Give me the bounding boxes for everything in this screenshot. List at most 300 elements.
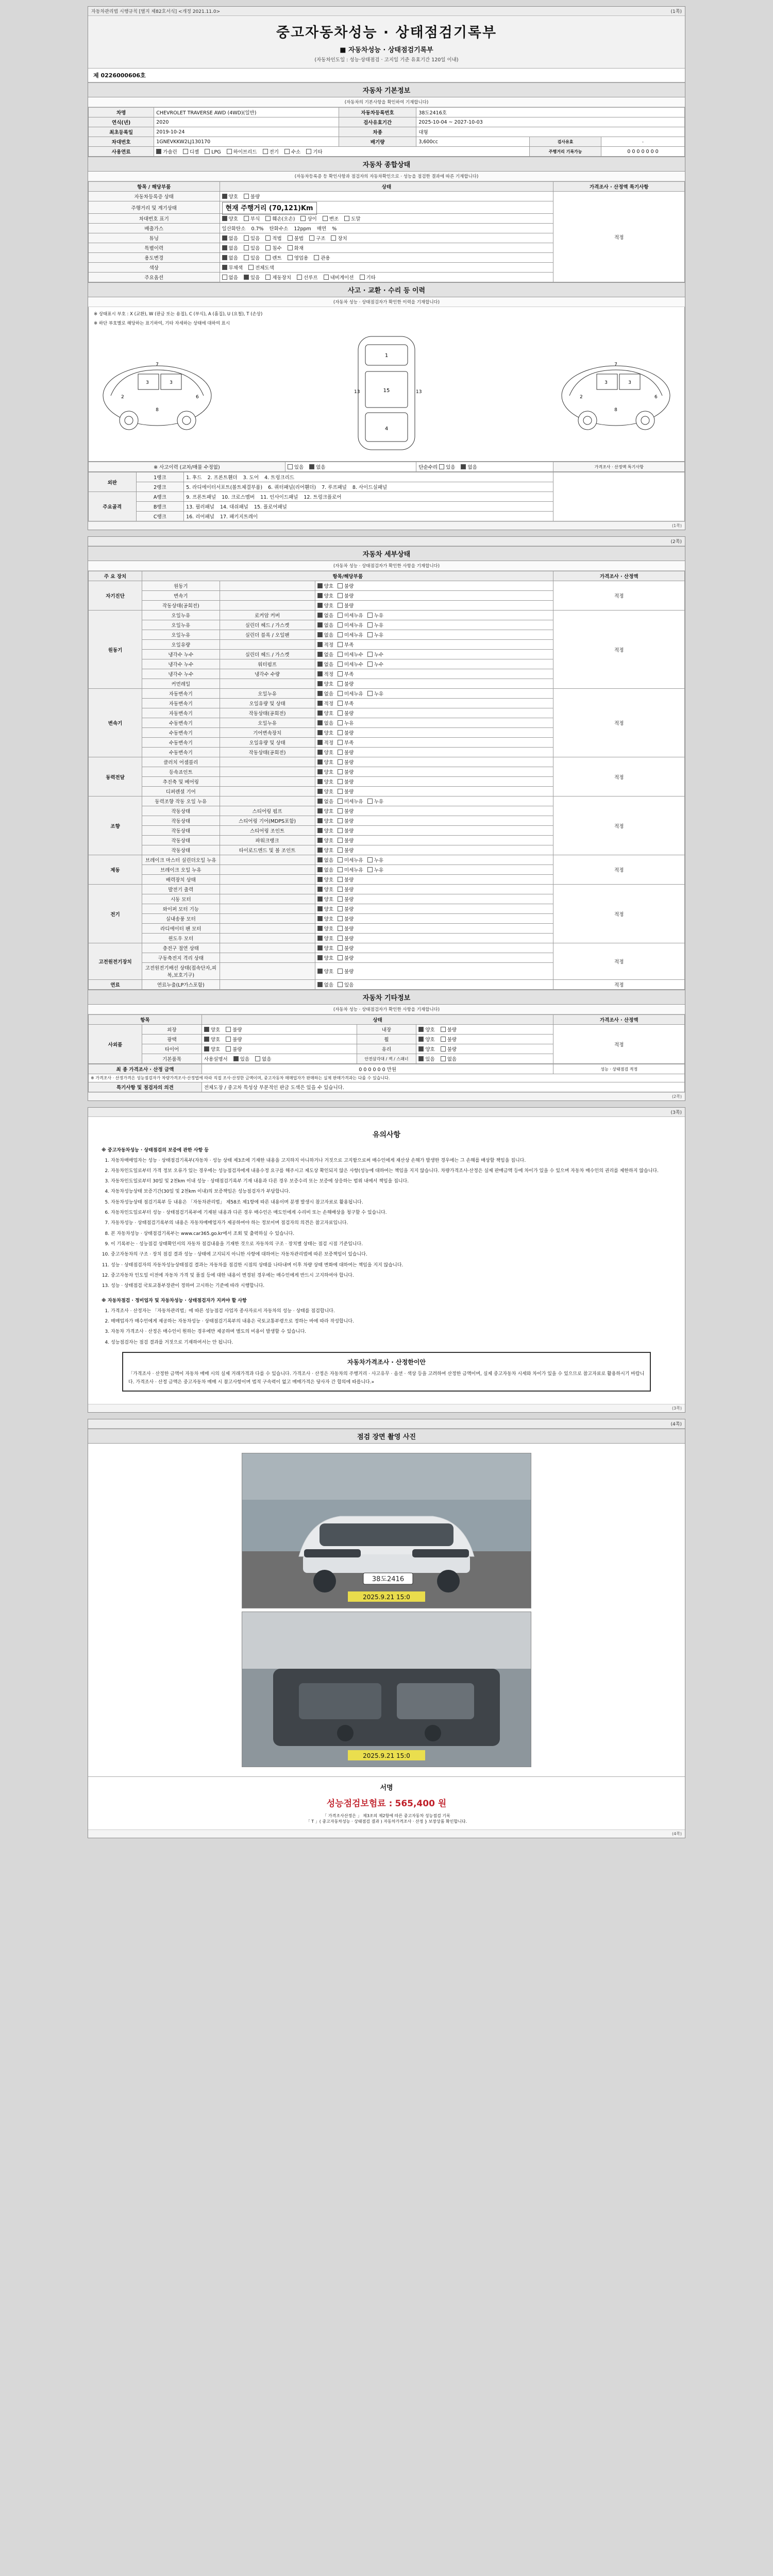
detail-option[interactable]: 미세누수 [338,660,363,668]
detail-option[interactable]: 불량 [338,709,354,717]
fuel-option-electric[interactable]: 전기 [263,148,279,155]
car-diagram-top-view [327,331,446,455]
detail-option[interactable]: 양호 [317,729,333,736]
other-label-glass: 유리 [357,1044,416,1054]
accident-note: (자동차 성능 · 상태점검자가 확인한 이력을 기재합니다) [88,297,685,307]
final-price-band: 최 종 가격조사 · 산정 금액 [89,1064,202,1074]
detail-option[interactable]: 불량 [338,768,354,775]
detail-item-sub [220,855,315,865]
tools-no[interactable]: 없음 [441,1055,457,1062]
table-row [89,943,685,953]
option-other[interactable]: 기타 [360,274,376,281]
col-header-item: 항목 / 해당부품 [89,182,220,192]
part-item[interactable]: 14. 대쉬패널 [220,504,248,511]
notice-item: 1. 자동차매매업자는 성능 · 상태점검기록부(자동차 · 성능 상태 제3조에 기재한 내용을 고지하지 아니하거나 거짓으로 고지함으로써 매수인에게 재산상 손해가 발생한 경우에는 그 손해를 배상할 책임을 집니다. [111,1157,671,1165]
svg-text:3: 3 [628,380,631,386]
detail-option[interactable]: 미세누유 [338,798,363,805]
insurance-price-value: 565,400 원 [395,1798,447,1809]
option-navigation[interactable]: 내비게이션 [324,274,354,281]
detail-body [89,581,685,990]
row-label-mileage: 주행거리 및 계기상태 [89,201,220,214]
detail-item-state [315,757,553,767]
table-row [89,472,685,482]
detail-option[interactable]: 부족 [338,700,354,707]
cell-label: 자동차등록번호 [339,108,416,117]
detail-option[interactable]: 없음 [317,621,333,629]
tuning-yes[interactable]: 있음 [244,234,260,242]
detail-group-memo: 적정 [553,757,685,796]
detail-option[interactable]: 누유 [367,690,383,697]
detail-option[interactable]: 불량 [338,749,354,756]
detail-option[interactable]: 양호 [317,876,333,883]
detail-item-sub [220,679,315,689]
detail-option[interactable]: 불량 [338,680,354,687]
tire-good[interactable]: 양호 [204,1045,220,1053]
wheel-good[interactable]: 양호 [418,1036,434,1043]
special-flood[interactable]: 침수 [265,244,281,251]
row-label-options: 주요옵션 [89,273,220,282]
photo-band: 점검 장면 촬영 사진 [88,1429,685,1444]
detail-option[interactable]: 부족 [338,641,354,648]
option-sunroof[interactable]: 선루프 [297,274,318,281]
detail-option[interactable]: 양호 [317,905,333,912]
cell-label: 차명 [89,108,154,117]
row-state-registration [220,192,553,201]
title-block [88,16,685,69]
detail-option[interactable]: 없음 [317,690,333,697]
row-label-special-history: 특별이력 [89,243,220,253]
cell-label-fuel: 사용연료 [89,147,154,157]
glass-good[interactable]: 양호 [418,1045,434,1053]
row-state-tuning [220,233,553,243]
detail-option[interactable]: 양호 [317,886,333,893]
option-brake[interactable]: 제동장치 [265,274,291,281]
part-item[interactable]: 15. 플로어패널 [254,504,287,511]
state-good[interactable]: 양호 [222,193,238,200]
rank-label-c: C랭크 [136,512,184,521]
detail-item-name: 라디에이터 팬 모터 [142,924,220,934]
detail-option[interactable]: 누유 [367,798,383,805]
detail-option[interactable]: 누수 [367,660,383,668]
detail-item-state [315,738,553,748]
option-yes[interactable]: 있음 [244,274,260,281]
exterior-good[interactable]: 양호 [204,1026,220,1033]
detail-item-sub [220,591,315,601]
detail-option[interactable]: 양호 [317,968,333,975]
special-none[interactable]: 없음 [222,244,238,251]
svg-text:8: 8 [614,408,617,413]
parts-list-c [184,512,553,521]
detail-item-state [315,679,553,689]
detail-option[interactable]: 적정 [317,739,333,746]
detail-option[interactable]: 없음 [317,981,333,988]
detail-item-sub [220,963,315,980]
table-header-row [89,182,685,192]
detail-option[interactable]: 부족 [338,739,354,746]
cell-label-misc: 검사유효 [530,137,601,147]
detail-option[interactable]: 누유 [367,866,383,873]
usage-none[interactable]: 없음 [222,254,238,261]
other-memo: 적정 [553,1025,685,1064]
notice-item: 1. 가격조사 · 산정자는 「자동차관리법」에 따른 성능점검 사업자 종사자로서 자동차의 성능 · 상태를 점검합니다. [111,1308,671,1315]
detail-option[interactable]: 불량 [338,876,354,883]
detail-item-state [315,581,553,591]
option-none[interactable]: 없음 [222,274,238,281]
rank-label-a: A랭크 [136,492,184,502]
col-header-price: 가격조사 · 산정액 [553,1015,685,1025]
detail-note: (자동차 성능 · 상태점검자가 확인한 사항을 기재합니다) [88,561,685,571]
cell-value-mileage-digits: 0 0 0 0 0 0 0 [601,147,684,157]
accident-history-state [285,462,416,472]
detail-option[interactable]: 양호 [317,895,333,903]
color-repaint[interactable]: 전체도색 [248,264,274,271]
detail-option[interactable]: 누유 [367,621,383,629]
basic-info-band: 자동차 기본정보 [88,82,685,97]
detail-item-state [315,865,553,875]
accident-memo-cell [553,472,685,521]
cell-value-platenumber: 38도2416호 [416,108,685,117]
tuning-structure[interactable]: 구조 [309,234,325,242]
interior-bad[interactable]: 불량 [441,1026,457,1033]
detail-option[interactable]: 양호 [317,935,333,942]
fuel-option-hybrid[interactable]: 하이브리드 [227,148,257,155]
usage-rent[interactable]: 렌트 [265,254,281,261]
cell-value-displacement: 3,600cc [416,137,530,147]
vin-different[interactable]: 상이 [300,215,316,222]
detail-option[interactable]: 불량 [338,827,354,834]
cell-label-type: 차종 [339,127,416,137]
detail-option[interactable]: 적정 [317,641,333,648]
detail-option[interactable]: 불량 [338,729,354,736]
color-plain[interactable]: 무채색 [222,264,243,271]
detail-item-state [315,728,553,738]
vin-corrosion[interactable]: 부식 [244,215,260,222]
table-header-row [89,1015,685,1025]
detail-option[interactable]: 없음 [317,660,333,668]
part-item[interactable]: 12. 트렁크플로어 [304,495,342,501]
overall-memo: 적정 [553,192,685,282]
detail-item-state [315,836,553,845]
table-row [89,108,685,117]
detail-option[interactable]: 불량 [338,925,354,932]
part-item[interactable]: 4. 트렁크리드 [264,475,295,481]
detail-option[interactable]: 양호 [317,807,333,815]
emission-co-label: 일산화탄소 [222,226,246,232]
detail-option[interactable]: 양호 [317,944,333,952]
table-header-row [89,571,685,581]
detail-option[interactable]: 양호 [317,778,333,785]
polish-bad[interactable]: 불량 [226,1036,242,1043]
detail-option[interactable]: 양호 [317,680,333,687]
diagram-legend-1: ※ 상태표시 부호 : X (교환), W (판금 또는 용접), C (부식), A (흠집), U (요철), T (손상) [94,312,263,317]
detail-option[interactable]: 양호 [317,817,333,824]
detail-item-name: 윈도우 모터 [142,934,220,943]
record-number-line [88,69,685,82]
interior-good[interactable]: 양호 [418,1026,434,1033]
row-state-color [220,263,553,273]
accident-no[interactable]: 없음 [309,463,325,470]
detail-option[interactable]: 불량 [338,895,354,903]
repair-no[interactable]: 없음 [461,463,477,470]
vin-erased[interactable]: 도말 [344,215,360,222]
special-fire[interactable]: 화재 [288,244,304,251]
tuning-illegal[interactable]: 불법 [288,234,304,242]
detail-option[interactable]: 양호 [317,758,333,766]
notice-list-2 [102,1308,671,1347]
row-label-registration: 자동차등록증 상태 [89,192,220,201]
simple-repair-label: 단순수리 [418,465,438,471]
detail-option[interactable]: 불량 [338,758,354,766]
detail-group-memo: 적정 [553,689,685,757]
detail-item-name: 오일누유 [142,620,220,630]
state-bad[interactable]: 불량 [244,193,260,200]
detail-item-name: 수동변속기 [142,738,220,748]
detail-option[interactable]: 불량 [338,778,354,785]
detail-option[interactable]: 누유 [367,856,383,863]
bottom-note-2: 「 T 」( 중고자동차성능 · 상태점검 결과 ) 자동차가격조사 · 산정 } 보장상품 확인합니다. [306,1819,467,1824]
usage-business[interactable]: 영업용 [288,254,309,261]
detail-option[interactable]: 없음 [317,612,333,619]
detail-item-state [315,689,553,699]
detail-option[interactable]: 없음 [317,856,333,863]
fuel-option-gasoline[interactable]: 가솔린 [156,148,177,155]
notice-item: 4. 성능점검자는 점검 결과를 거짓으로 기재하여서는 안 됩니다. [111,1339,671,1347]
part-item[interactable]: 17. 패키지트레이 [220,514,258,520]
part-item[interactable]: 5. 라디에이터서포트(볼트체결부품) [186,485,263,491]
vin-damage[interactable]: 훼손(오손) [265,215,295,222]
detail-option[interactable]: 있음 [338,981,354,988]
sheet2-topbar [88,537,685,546]
detail-option[interactable]: 누유 [367,631,383,638]
detail-option[interactable]: 미세누유 [338,690,363,697]
part-item[interactable]: 10. 크로스멤버 [222,495,255,501]
usage-government[interactable]: 관용 [314,254,330,261]
detail-option[interactable]: 불량 [338,846,354,854]
other-label-basic-items: 기본품목 [142,1054,202,1064]
detail-option[interactable]: 불량 [338,807,354,815]
detail-item-sub: 스티어링 조인트 [220,826,315,836]
vin-good[interactable]: 양호 [222,215,238,222]
part-item[interactable]: 9. 프론트패널 [186,495,216,501]
col-header-state: 상태 [201,1015,553,1025]
part-item[interactable]: 1. 후드 [186,475,202,481]
detail-option[interactable]: 없음 [317,866,333,873]
detail-option[interactable]: 미세누유 [338,621,363,629]
notice-item: 12. 중고자동차 인도일 이전에 자동차 가격 및 품질 등에 대한 내용이 변경된 경우에는 매수인에게 반드시 고지하여야 합니다. [111,1272,671,1280]
price-survey-box-title: 자동차가격조사 · 산정한이안 [347,1358,426,1366]
tuning-none[interactable]: 없음 [222,234,238,242]
vin-altered[interactable]: 변조 [323,215,339,222]
detail-option[interactable]: 적정 [317,670,333,677]
detail-option[interactable]: 불량 [338,582,354,589]
svg-text:13: 13 [354,389,360,395]
detail-option[interactable]: 양호 [317,709,333,717]
part-item[interactable]: 11. 인사이드패널 [260,495,298,501]
detail-item-sub: 실린더 헤드 / 가스켓 [220,620,315,630]
detail-option[interactable]: 양호 [317,915,333,922]
col-header-price: 가격조사 · 산정액 [553,571,685,581]
detail-option[interactable]: 없음 [317,719,333,726]
wheel-bad[interactable]: 불량 [441,1036,457,1043]
detail-option[interactable]: 불량 [338,905,354,912]
detail-option[interactable]: 부족 [338,670,354,677]
notice-item: 8. 본 자동차성능 · 상태점검기록부는 www.car365.go.kr에서 조회 및 출력하실 수 있습니다. [111,1230,671,1238]
tire-bad[interactable]: 불량 [226,1045,242,1053]
detail-option[interactable]: 양호 [317,827,333,834]
exterior-bad[interactable]: 불량 [226,1026,242,1033]
cell-label: 검사유효기간 [339,117,416,127]
detail-item-state [315,796,553,806]
detail-item-sub [220,885,315,894]
part-item[interactable]: 16. 리어패널 [186,514,214,520]
overall-note: (자동차등록증 등 확인사항과 점검자의 자동차확인으로 · 성능을 점검한 결과에 따른 기재합니다) [88,172,685,181]
part-item[interactable]: 7. 루프패널 [322,485,347,491]
detail-item-sub [220,980,315,990]
fuel-option-diesel[interactable]: 디젤 [183,148,199,155]
detail-option[interactable]: 없음 [317,631,333,638]
insurance-price-label: 성능점검보험료 : [326,1798,393,1809]
part-item[interactable]: 2. 프론트휀더 [207,475,238,481]
detail-option[interactable]: 불량 [338,886,354,893]
detail-option[interactable]: 미세누수 [338,651,363,658]
detail-item-sub [220,796,315,806]
photo-engine [242,1612,531,1767]
svg-text:2: 2 [580,395,583,400]
detail-option[interactable]: 불량 [338,837,354,844]
detail-option[interactable]: 미세누유 [338,612,363,619]
detail-option[interactable]: 불량 [338,935,354,942]
detail-option[interactable]: 없음 [317,651,333,658]
part-item[interactable]: 3. 도어 [243,475,259,481]
notice-item: 3. 자동차인도일로부터 30일 및 2천km 이내 성능 · 상태점검기록부 기재 내용과 다른 경우 보증수리 또는 보증에 상응하는 범위 내에서 책임을 집니다. [111,1178,671,1185]
detail-option[interactable]: 양호 [317,846,333,854]
detail-item-name: 클러치 어셈블리 [142,757,220,767]
photo-front [242,1453,531,1608]
record-no-label: 제 [93,72,99,79]
usage-yes[interactable]: 있음 [244,254,260,261]
tuning-device[interactable]: 장치 [331,234,347,242]
part-item[interactable]: 6. 쿼터패널(리어휀더) [268,485,316,491]
row-state-options [220,273,553,282]
form-reference: 자동차관리법 시행규칙 [별지 제82호서식] <개정 2021.11.0> [91,9,221,14]
row-label-color: 색상 [89,263,220,273]
part-item[interactable]: 8. 사이드실패널 [352,485,388,491]
detail-option[interactable]: 누유 [367,612,383,619]
final-price-digits: 0 0 0 0 0 0 [359,1067,385,1073]
detail-option[interactable]: 누유 [338,719,354,726]
table-row [89,757,685,767]
emission-hc-value: 12ppm [294,226,311,232]
fuel-option-lpg[interactable]: LPG [205,149,221,155]
fuel-option-other[interactable]: 기타 [306,148,322,155]
other-state-tire [201,1044,357,1054]
basic-info-table [88,107,685,157]
detail-option[interactable]: 양호 [317,768,333,775]
detail-option[interactable]: 양호 [317,602,333,609]
detail-item-state [315,620,553,630]
manual-yes[interactable]: 있음 [233,1055,249,1062]
part-item[interactable]: 13. 필러패널 [186,504,214,511]
detail-item-name: 연료누출(LP가스포함) [142,980,220,990]
polish-good[interactable]: 양호 [204,1036,220,1043]
table-row [89,1064,685,1074]
detail-option[interactable]: 양호 [317,788,333,795]
detail-option[interactable]: 양호 [317,592,333,599]
detail-item-state [315,630,553,640]
detail-option[interactable]: 불량 [338,592,354,599]
row-label-vin-mark: 차대번호 표기 [89,214,220,224]
parts-list-a [184,492,553,502]
detail-option[interactable]: 미세누유 [338,856,363,863]
detail-item-state [315,963,553,980]
detail-option[interactable]: 불량 [338,788,354,795]
detail-item-sub [220,953,315,963]
svg-text:6: 6 [654,395,658,400]
col-header-item: 항목 [89,1015,202,1025]
detail-option[interactable]: 불량 [338,602,354,609]
emission-hc-label: 탄화수소 [269,226,289,232]
detail-item-state [315,611,553,620]
fuel-option-hydrogen[interactable]: 수소 [284,148,300,155]
detail-item-state [315,787,553,796]
accident-yes[interactable]: 있음 [288,463,304,470]
table-row [89,980,685,990]
notice-list-1 [102,1157,671,1291]
detail-option[interactable]: 불량 [338,944,354,952]
table-row [89,796,685,806]
notice-section [88,1117,685,1403]
detail-item-state [315,894,553,904]
manual-no[interactable]: 없음 [255,1055,271,1062]
car-diagrams [92,328,681,458]
detail-item-sub: 스티어링 기어(MDPS포함) [220,816,315,826]
svg-text:38도2416: 38도2416 [372,1575,405,1583]
detail-item-sub [220,943,315,953]
detail-option[interactable]: 양호 [317,837,333,844]
detail-group-memo: 적정 [553,796,685,855]
detail-option[interactable]: 양호 [317,925,333,932]
detail-option[interactable]: 양호 [317,954,333,961]
detail-option[interactable]: 양호 [317,582,333,589]
repair-yes[interactable]: 있음 [439,463,455,470]
cell-label-mileage: 주행거리 기록가능 [530,147,601,157]
detail-item-name: 원동기 [142,581,220,591]
detail-item-state [315,640,553,650]
detail-option[interactable]: 누수 [367,651,383,658]
detail-item-sub: 작동상태(공회전) [220,708,315,718]
tuning-legal[interactable]: 적법 [265,234,281,242]
detail-option[interactable]: 미세누유 [338,631,363,638]
detail-item-sub: 타이로드엔드 및 볼 조인트 [220,845,315,855]
detail-item-state [315,980,553,990]
detail-option[interactable]: 불량 [338,954,354,961]
detail-option[interactable]: 미세누유 [338,866,363,873]
cell-value-inspection-period: 2025-10-04 ~ 2027-10-03 [416,117,685,127]
cond-ok: 적정 [629,1066,638,1072]
special-yes[interactable]: 있음 [244,244,260,251]
detail-option[interactable]: 없음 [317,798,333,805]
detail-option[interactable]: 불량 [338,915,354,922]
detail-option[interactable]: 불량 [338,968,354,975]
detail-item-name: 작동상태 [142,836,220,845]
glass-bad[interactable]: 불량 [441,1045,457,1053]
detail-option[interactable]: 양호 [317,749,333,756]
detail-option[interactable]: 적정 [317,700,333,707]
tools-yes[interactable]: 있음 [418,1055,434,1062]
cell-value-first-reg: 2019-10-24 [154,127,339,137]
detail-option[interactable]: 불량 [338,817,354,824]
basic-info-note: (자동차의 기본사항을 확인하여 기재합니다) [88,97,685,107]
